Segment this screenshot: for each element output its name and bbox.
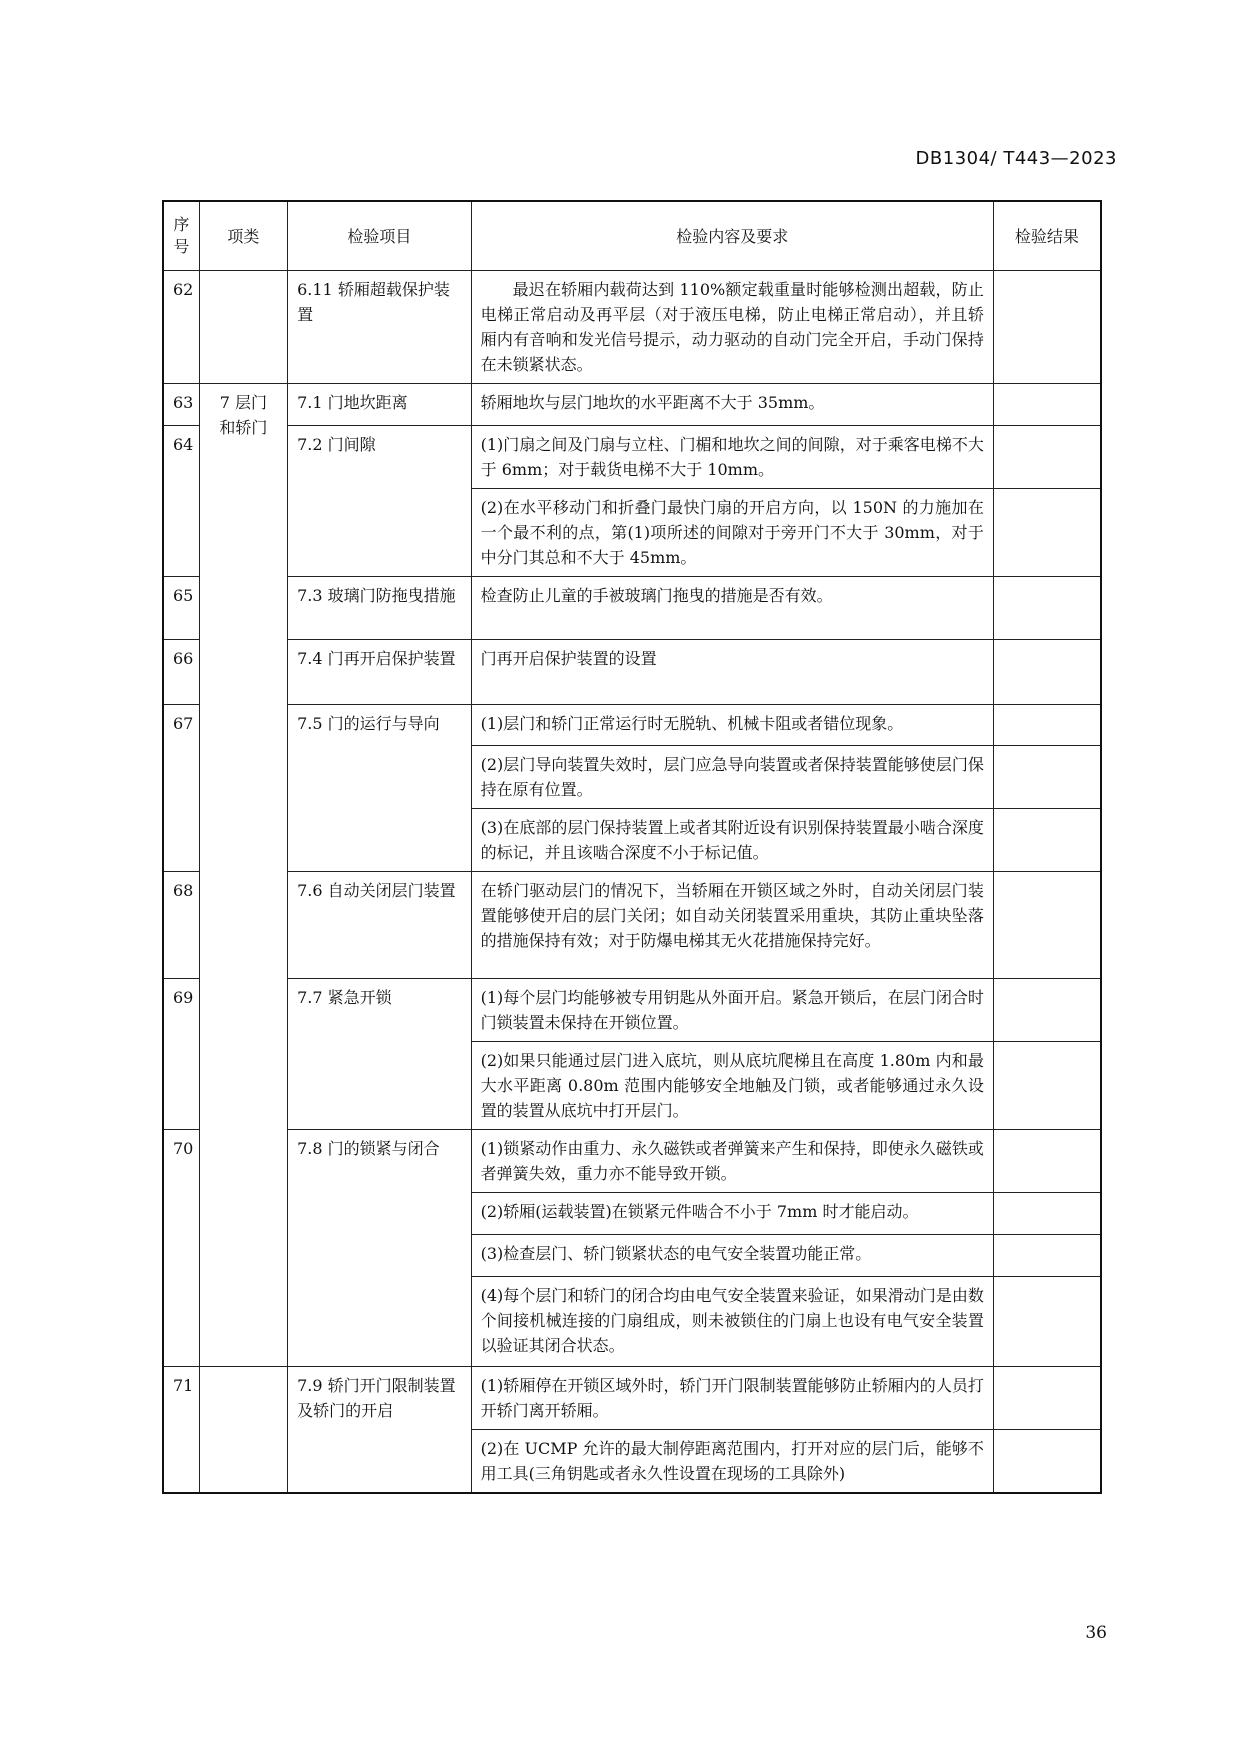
row-number: 70 xyxy=(163,1130,199,1367)
content-cell: (3)在底部的层门保持装置上或者其附近设有识别保持装置最小啮合深度的标记，并且该啮合深度不小于标记值。 xyxy=(471,809,993,872)
content-cell: 轿厢地坎与层门地坎的水平距离不大于 35mm。 xyxy=(471,384,993,426)
result-cell[interactable] xyxy=(993,489,1101,577)
item-cell: 7.9 轿门开门限制装置及轿门的开启 xyxy=(288,1367,472,1494)
item-cell: 7.5 门的运行与导向 xyxy=(288,705,472,872)
document-code: DB1304/ T443—2023 xyxy=(915,148,1117,169)
result-cell[interactable] xyxy=(993,1235,1101,1277)
content-cell: 门再开启保护装置的设置 xyxy=(471,640,993,705)
row-number: 64 xyxy=(163,426,199,577)
item-cell: 7.1 门地坎距离 xyxy=(288,384,472,426)
content-cell: (4)每个层门和轿门的闭合均由电气安全装置来验证，如果滑动门是由数个间接机械连接的门扇组成，则未被锁住的门扇上也设有电气安全装置以验证其闭合状态。 xyxy=(471,1277,993,1367)
result-cell[interactable] xyxy=(993,705,1101,746)
result-cell[interactable] xyxy=(993,1042,1101,1130)
result-cell[interactable] xyxy=(993,872,1101,979)
col-header-content: 检验内容及要求 xyxy=(471,201,993,271)
item-cell: 7.2 门间隙 xyxy=(288,426,472,577)
content-cell: (2)层门导向装置失效时，层门应急导向装置或者保持装置能够使层门保持在原有位置。 xyxy=(471,746,993,809)
category-cell: 7 层门 和轿门 xyxy=(199,384,287,1367)
result-cell[interactable] xyxy=(993,577,1101,640)
content-cell: (1)每个层门均能够被专用钥匙从外面开启。紧急开锁后，在层门闭合时门锁装置未保持在开锁位置。 xyxy=(471,979,993,1042)
row-number: 69 xyxy=(163,979,199,1130)
content-cell: (3)检查层门、轿门锁紧状态的电气安全装置功能正常。 xyxy=(471,1235,993,1277)
table-row xyxy=(163,640,1101,705)
table-row xyxy=(163,271,1101,384)
row-number: 68 xyxy=(163,872,199,979)
table-header-row xyxy=(163,201,1101,271)
result-cell[interactable] xyxy=(993,1367,1101,1430)
category-cell-empty xyxy=(199,1367,287,1494)
table-row xyxy=(163,1367,1101,1430)
result-cell[interactable] xyxy=(993,271,1101,384)
page-number: 36 xyxy=(1085,1623,1107,1643)
row-number: 66 xyxy=(163,640,199,705)
table-row xyxy=(163,979,1101,1042)
row-number: 65 xyxy=(163,577,199,640)
col-header-no: 序 号 xyxy=(163,201,199,271)
col-header-item: 检验项目 xyxy=(288,201,472,271)
row-number: 67 xyxy=(163,705,199,872)
row-number: 71 xyxy=(163,1367,199,1494)
table-row xyxy=(163,1130,1101,1193)
table-row xyxy=(163,872,1101,979)
content-cell: (1)轿厢停在开锁区域外时，轿门开门限制装置能够防止轿厢内的人员打开轿门离开轿厢。 xyxy=(471,1367,993,1430)
content-cell: (1)门扇之间及门扇与立柱、门楣和地坎之间的间隙，对于乘客电梯不大于 6mm；对于载货电梯不大于 10mm。 xyxy=(471,426,993,489)
item-cell: 7.6 自动关闭层门装置 xyxy=(288,872,472,979)
result-cell[interactable] xyxy=(993,640,1101,705)
table-row xyxy=(163,384,1101,426)
result-cell[interactable] xyxy=(993,979,1101,1042)
col-header-category: 项类 xyxy=(199,201,287,271)
col-header-result: 检验结果 xyxy=(993,201,1101,271)
content-cell: (1)层门和轿门正常运行时无脱轨、机械卡阻或者错位现象。 xyxy=(471,705,993,746)
table-row xyxy=(163,426,1101,489)
content-cell: (2)在 UCMP 允许的最大制停距离范围内，打开对应的层门后，能够不用工具(三角钥匙或者永久性设置在现场的工具除外) xyxy=(471,1430,993,1494)
category-cell-empty xyxy=(199,271,287,384)
result-cell[interactable] xyxy=(993,809,1101,872)
content-cell: (2)在水平移动门和折叠门最快门扇的开启方向，以 150N 的力施加在一个最不利的点，第(1)项所述的间隙对于旁开门不大于 30mm，对于中分门其总和不大于 45mm。 xyxy=(471,489,993,577)
result-cell[interactable] xyxy=(993,1193,1101,1235)
item-cell: 7.4 门再开启保护装置 xyxy=(288,640,472,705)
item-cell: 7.7 紧急开锁 xyxy=(288,979,472,1130)
content-cell: (2)如果只能通过层门进入底坑，则从底坑爬梯且在高度 1.80m 内和最大水平距离 0.80m 范围内能够安全地触及门锁，或者能够通过永久设置的装置从底坑中打开层门。 xyxy=(471,1042,993,1130)
inspection-table xyxy=(162,200,1102,1494)
content-cell: 最迟在轿厢内载荷达到 110%额定载重量时能够检测出超载，防止电梯正常启动及再平层（对于液压电梯，防止电梯正常启动），并且轿厢内有音响和发光信号提示，动力驱动的自动门完全开启，手动门保持在未锁紧状态。 xyxy=(471,271,993,384)
result-cell[interactable] xyxy=(993,1130,1101,1193)
result-cell[interactable] xyxy=(993,746,1101,809)
item-cell: 7.3 玻璃门防拖曳措施 xyxy=(288,577,472,640)
content-cell: 在轿门驱动层门的情况下，当轿厢在开锁区域之外时，自动关闭层门装置能够使开启的层门关闭；如自动关闭装置采用重块，其防止重块坠落的措施保持有效；对于防爆电梯其无火花措施保持完好。 xyxy=(471,872,993,979)
result-cell[interactable] xyxy=(993,384,1101,426)
row-number: 62 xyxy=(163,271,199,384)
item-cell: 6.11 轿厢超载保护装置 xyxy=(288,271,472,384)
result-cell[interactable] xyxy=(993,1430,1101,1494)
content-cell: (2)轿厢(运载装置)在锁紧元件啮合不小于 7mm 时才能启动。 xyxy=(471,1193,993,1235)
table-row xyxy=(163,577,1101,640)
row-number: 63 xyxy=(163,384,199,426)
table-row xyxy=(163,705,1101,746)
content-cell: (1)锁紧动作由重力、永久磁铁或者弹簧来产生和保持，即使永久磁铁或者弹簧失效，重力亦不能导致开锁。 xyxy=(471,1130,993,1193)
result-cell[interactable] xyxy=(993,426,1101,489)
item-cell: 7.8 门的锁紧与闭合 xyxy=(288,1130,472,1367)
result-cell[interactable] xyxy=(993,1277,1101,1367)
content-cell: 检查防止儿童的手被玻璃门拖曳的措施是否有效。 xyxy=(471,577,993,640)
